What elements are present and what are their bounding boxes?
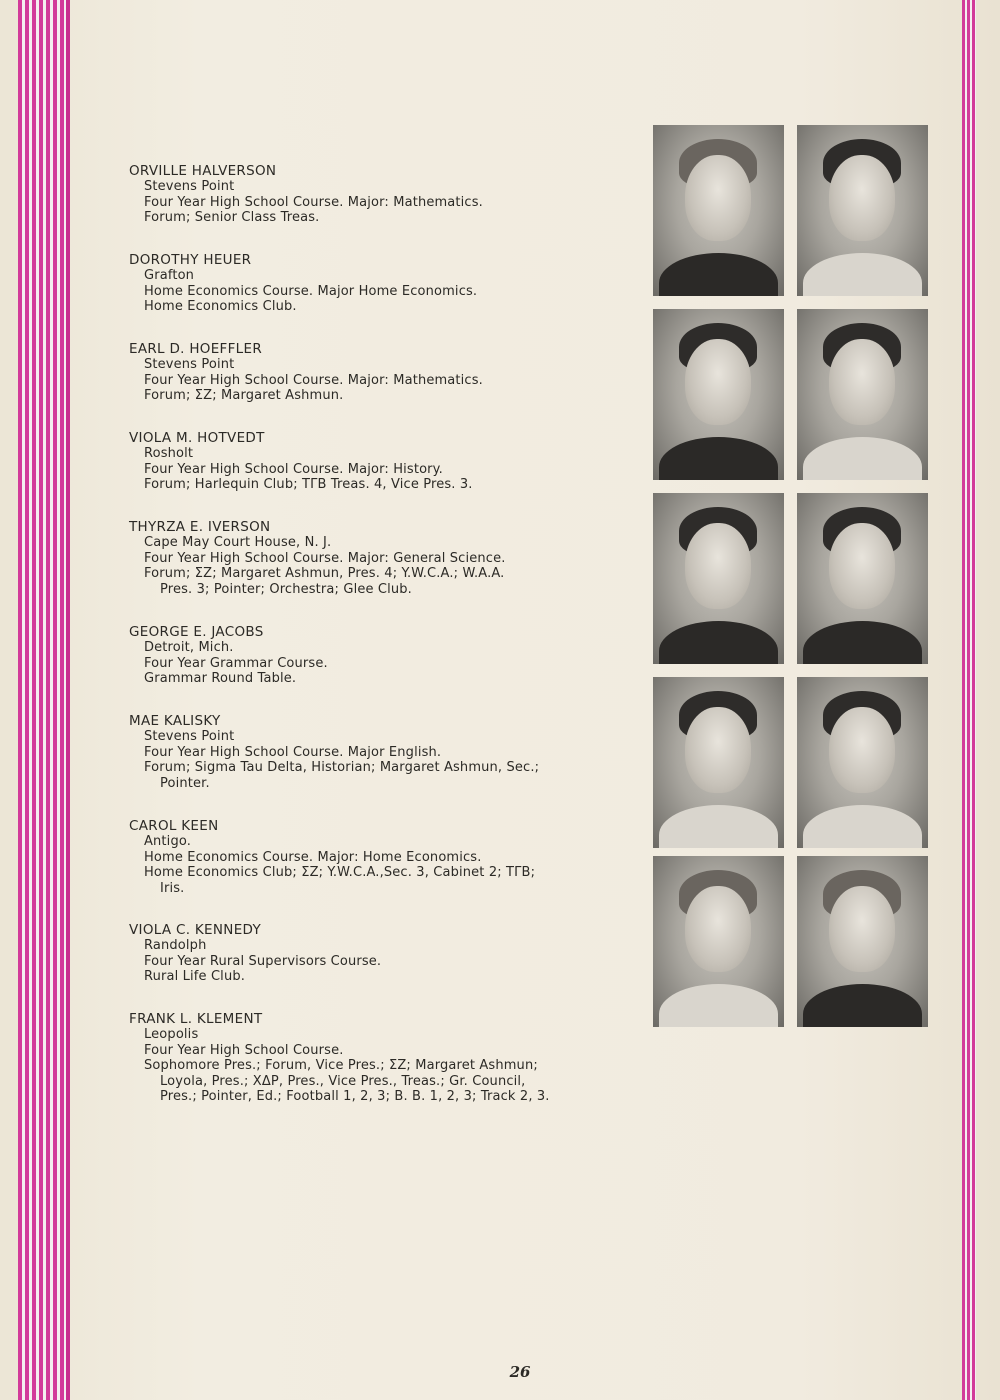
student-name: VIOLA M. HOTVEDT <box>129 430 265 446</box>
student-hometown: Antigo. <box>144 834 192 849</box>
student-entry <box>129 519 599 597</box>
student-activities-continued: Pres. 3; Pointer; Orchestra; Glee Club. <box>160 581 412 597</box>
student-entry <box>129 1011 599 1105</box>
student-entry <box>129 430 599 493</box>
student-activities: Forum; ΣZ; Margaret Ashmun, Pres. 4; Y.W.C.A.; W.A.A. <box>144 566 505 581</box>
portrait-photo <box>653 493 784 664</box>
student-name: CAROL KEEN <box>129 818 219 834</box>
student-course: Home Economics Course. Major Home Economics. <box>144 283 478 299</box>
student-course: Four Year High School Course. <box>144 1042 344 1058</box>
student-activities-continued: Loyola, Pres.; XΔP, Pres., Vice Pres., Treas.; Gr. Council, <box>160 1073 526 1089</box>
portrait-photo <box>653 677 784 848</box>
student-course: Four Year High School Course. Major: General Science. <box>144 550 506 566</box>
student-entry <box>129 713 599 791</box>
portrait-photo <box>797 125 928 296</box>
student-activities: Forum; Harlequin Club; TΓB Treas. 4, Vice Pres. 3. <box>144 477 473 492</box>
student-hometown: Stevens Point <box>144 357 235 372</box>
portrait-photo <box>797 677 928 848</box>
portrait-photo <box>797 856 928 1027</box>
student-hometown: Stevens Point <box>144 729 235 744</box>
portrait-photo <box>653 856 784 1027</box>
student-activities-continued: Pointer. <box>160 775 210 791</box>
student-name: THYRZA E. IVERSON <box>129 519 271 535</box>
left-decorative-border <box>18 0 66 1400</box>
student-entry <box>129 341 599 404</box>
student-entry <box>129 252 599 315</box>
student-name: VIOLA C. KENNEDY <box>129 922 262 938</box>
student-hometown: Randolph <box>144 938 207 953</box>
student-hometown: Detroit, Mich. <box>144 640 234 655</box>
student-activities: Sophomore Pres.; Forum, Vice Pres.; ΣZ; Margaret Ashmun; <box>144 1058 538 1073</box>
student-hometown: Rosholt <box>144 446 194 461</box>
student-hometown: Stevens Point <box>144 179 235 194</box>
student-course: Four Year High School Course. Major: Mathematics. <box>144 194 483 210</box>
right-decorative-border <box>962 0 976 1400</box>
student-activities-continued: Iris. <box>160 880 185 896</box>
portrait-photo <box>653 309 784 480</box>
student-activities: Home Economics Club; ΣZ; Y.W.C.A.,Sec. 3, Cabinet 2; TΓB; <box>144 865 536 880</box>
student-course: Four Year High School Course. Major: Mathematics. <box>144 372 483 388</box>
student-hometown: Grafton <box>144 268 195 283</box>
portrait-photo <box>797 309 928 480</box>
student-activities: Grammar Round Table. <box>144 671 297 686</box>
portrait-photo <box>797 493 928 664</box>
student-entry <box>129 624 599 687</box>
student-name: GEORGE E. JACOBS <box>129 624 264 640</box>
student-course: Four Year Rural Supervisors Course. <box>144 953 382 969</box>
student-entry <box>129 818 599 896</box>
student-course: Four Year High School Course. Major: History. <box>144 461 443 477</box>
student-activities: Forum; Sigma Tau Delta, Historian; Margaret Ashmun, Sec.; <box>144 760 540 775</box>
student-activities: Home Economics Club. <box>144 299 297 314</box>
student-activities: Forum; Senior Class Treas. <box>144 210 320 225</box>
student-course: Four Year Grammar Course. <box>144 655 328 671</box>
student-name: MAE KALISKY <box>129 713 221 729</box>
student-activities: Rural Life Club. <box>144 969 246 984</box>
student-hometown: Cape May Court House, N. J. <box>144 535 332 550</box>
portrait-photo <box>653 125 784 296</box>
student-name: DOROTHY HEUER <box>129 252 252 268</box>
student-name: FRANK L. KLEMENT <box>129 1011 263 1027</box>
student-activities-continued: Pres.; Pointer, Ed.; Football 1, 2, 3; B. B. 1, 2, 3; Track 2, 3. <box>160 1089 550 1104</box>
portrait-grid <box>653 125 929 1025</box>
student-activities: Forum; ΣZ; Margaret Ashmun. <box>144 388 344 403</box>
student-name: ORVILLE HALVERSON <box>129 163 277 179</box>
student-entry <box>129 163 599 226</box>
student-name: EARL D. HOEFFLER <box>129 341 263 357</box>
student-course: Home Economics Course. Major: Home Economics. <box>144 849 482 865</box>
student-hometown: Leopolis <box>144 1027 199 1042</box>
page-number: 26 <box>509 1363 531 1381</box>
student-course: Four Year High School Course. Major English. <box>144 744 442 760</box>
student-entry <box>129 922 599 985</box>
